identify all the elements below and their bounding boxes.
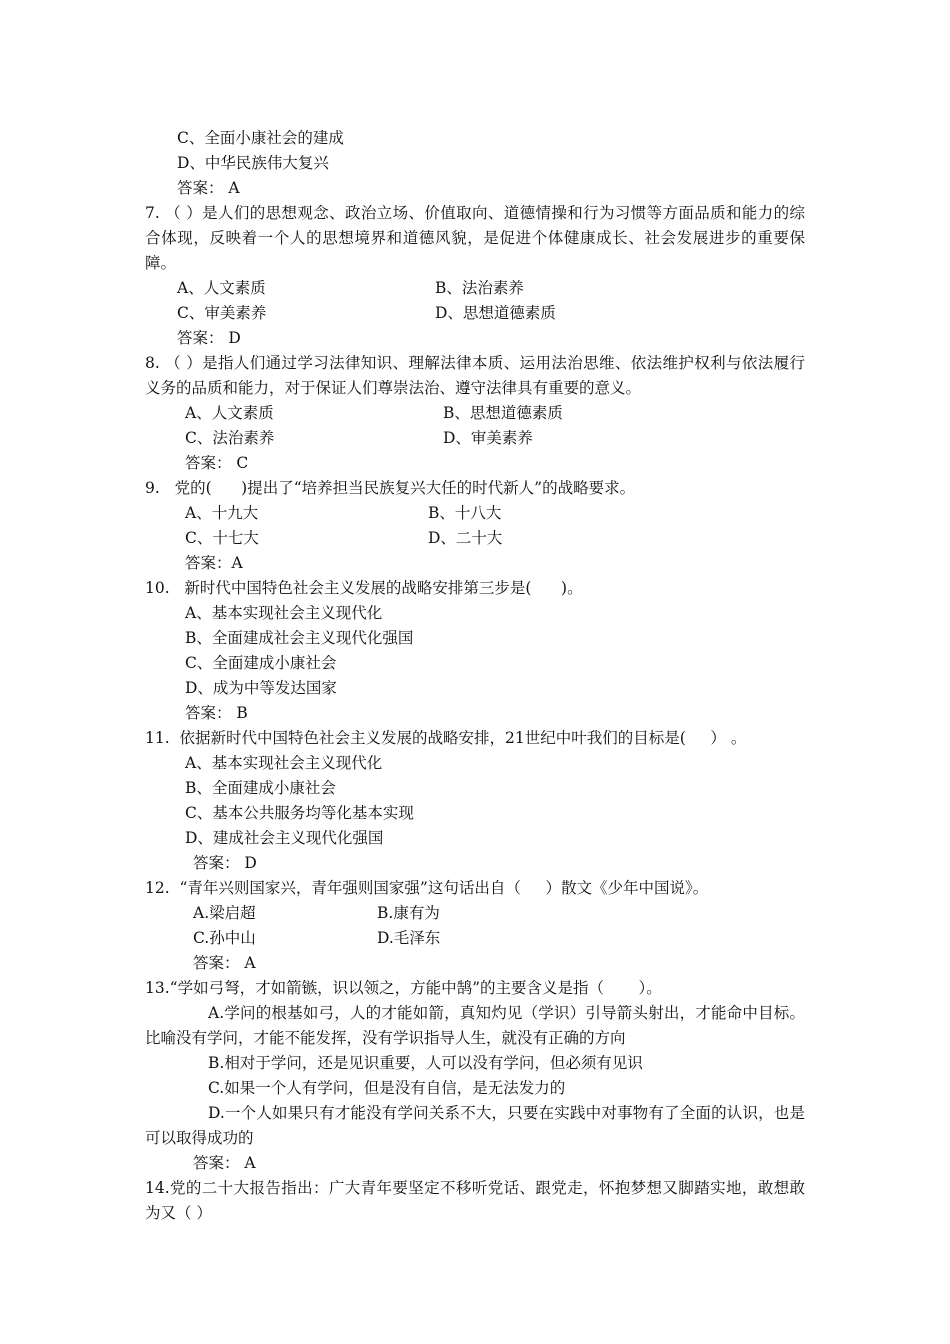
- q11-option-d: D、建成社会主义现代化强国: [185, 829, 384, 847]
- q11-option-c: C、基本公共服务均等化基本实现: [185, 804, 414, 822]
- q9-option-d: D、二十大: [428, 529, 503, 547]
- q7-answer: 答案： D: [177, 329, 241, 347]
- q8-answer: 答案： C: [185, 454, 249, 472]
- q10-stem: 10. 新时代中国特色社会主义发展的战略安排第三步是( )。: [145, 579, 583, 597]
- q6-answer: 答案： A: [177, 179, 240, 197]
- q12-stem: 12. “青年兴则国家兴，青年强则国家强”这句话出自（ ）散文《少年中国说》。: [145, 879, 709, 897]
- q13-option-b: B.相对于学问，还是见识重要，人可以没有学问，但必须有见识: [208, 1054, 643, 1072]
- q6-option-c: C、全面小康社会的建成: [177, 129, 344, 147]
- q10-option-d: D、成为中等发达国家: [185, 679, 337, 697]
- q8-option-d: D、审美素养: [443, 429, 533, 447]
- q13-option-a: A.学问的根基如弓，人的才能如箭，真知灼见（学识）引导箭头射出，才能命中目标。比喻没有学问，才能不能发挥，没有学识指导人生，就没有正确的方向: [145, 1004, 805, 1047]
- q14-stem: 14.党的二十大报告指出：广大青年要坚定不移听党话、跟党走，怀抱梦想又脚踏实地，敢想敢为又（ ）: [145, 1179, 805, 1222]
- q9-option-c: C、十七大: [185, 529, 259, 547]
- q12-option-d: D.毛泽东: [377, 929, 441, 947]
- q12-option-b: B.康有为: [377, 904, 440, 922]
- q8-option-b: B、思想道德素质: [443, 404, 563, 422]
- q8-option-c: C、法治素养: [185, 429, 275, 447]
- q9-option-b: B、十八大: [428, 504, 502, 522]
- q13-option-d: D.一个人如果只有才能没有学问关系不大，只要在实践中对事物有了全面的认识，也是可以取得成功的: [145, 1104, 805, 1147]
- q11-option-b: B、全面建成小康社会: [185, 779, 336, 797]
- q10-option-a: A、基本实现社会主义现代化: [185, 604, 383, 622]
- q11-option-a: A、基本实现社会主义现代化: [185, 754, 383, 772]
- q13-option-c: C.如果一个人有学问，但是没有自信，是无法发力的: [208, 1079, 566, 1097]
- q8-stem: 8. （ ）是指人们通过学习法律知识、理解法律本质、运用法治思维、依法维护权利与依法履行义务的品质和能力，对于保证人们尊崇法治、遵守法律具有重要的意义。: [145, 354, 805, 397]
- q7-stem: 7. （ ）是人们的思想观念、政治立场、价值取向、道德情操和行为习惯等方面品质和能力的综合体现，反映着一个人的思想境界和道德风貌，是促进个体健康成长、社会发展进步的重要保障。: [145, 204, 805, 272]
- q11-stem: 11. 依据新时代中国特色社会主义发展的战略安排，21世纪中叶我们的目标是( ） 。: [145, 729, 747, 747]
- q12-option-a: A.梁启超: [193, 904, 256, 922]
- q10-option-c: C、全面建成小康社会: [185, 654, 337, 672]
- q7-option-b: B、法治素养: [435, 279, 524, 297]
- q6-option-d: D、中华民族伟大复兴: [177, 154, 329, 172]
- q9-answer: 答案：A: [185, 554, 243, 572]
- q13-answer: 答案： A: [193, 1154, 256, 1172]
- q10-answer: 答案： B: [185, 704, 248, 722]
- q10-option-b: B、全面建成社会主义现代化强国: [185, 629, 414, 647]
- q7-option-d: D、思想道德素质: [435, 304, 556, 322]
- q7-option-a: A、人文素质: [177, 279, 266, 297]
- q9-stem: 9. 党的( )提出了“培养担当民族复兴大任的时代新人”的战略要求。: [145, 479, 636, 497]
- q9-option-a: A、十九大: [185, 504, 259, 522]
- q7-option-c: C、审美素养: [177, 304, 267, 322]
- q11-answer: 答案： D: [193, 854, 257, 872]
- q8-option-a: A、人文素质: [185, 404, 274, 422]
- q13-stem: 13.“学如弓弩，才如箭镞，识以领之，方能中鹄”的主要含义是指（ ）。: [145, 979, 662, 997]
- q12-option-c: C.孙中山: [193, 929, 256, 947]
- q12-answer: 答案： A: [193, 954, 256, 972]
